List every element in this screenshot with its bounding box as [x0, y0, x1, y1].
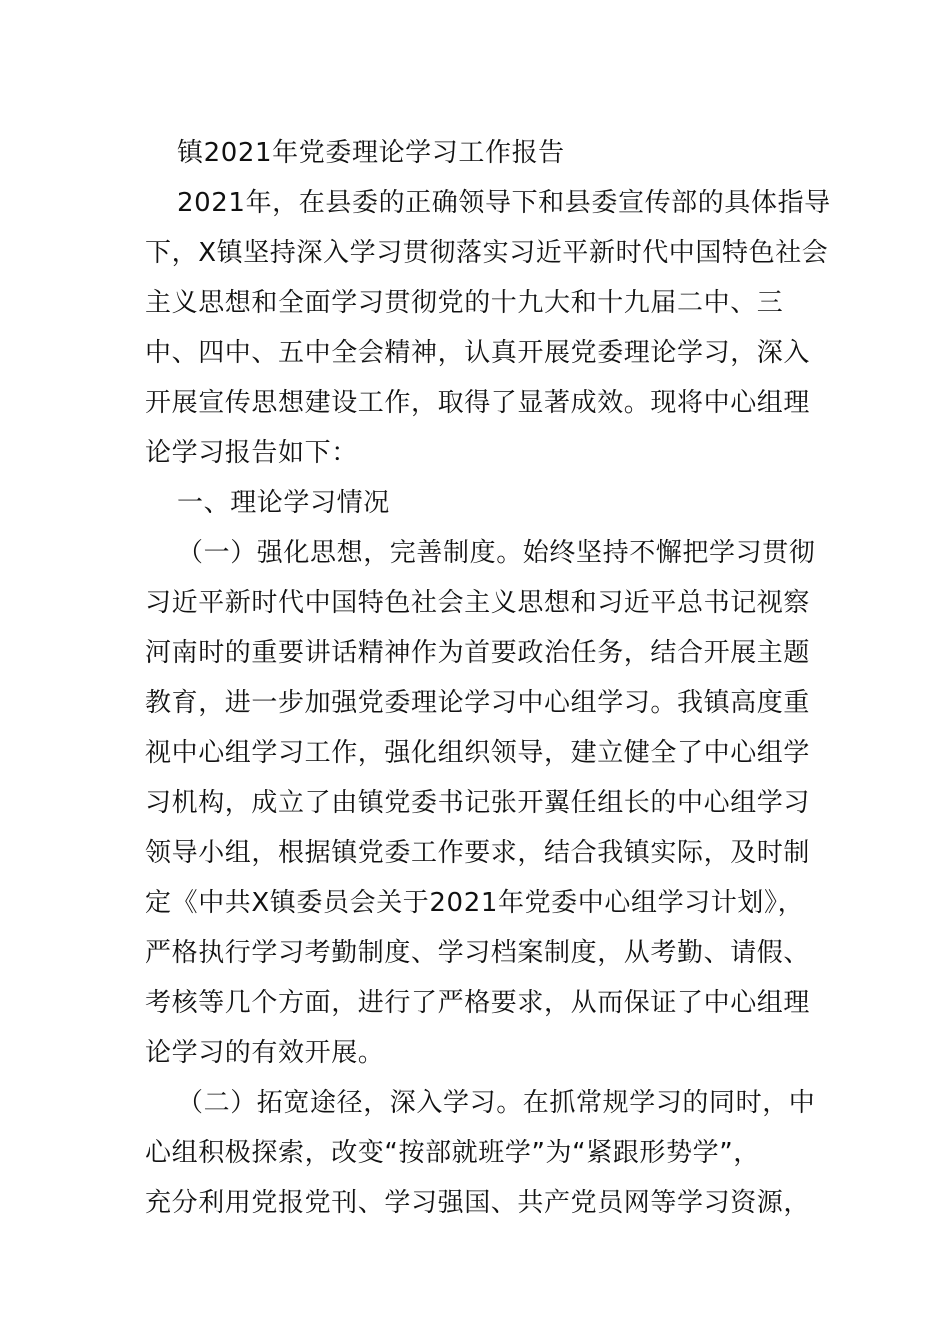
document-body — [145, 128, 831, 1228]
paragraph-line: 习近平新时代中国特色社会主义思想和习近平总书记视察 — [145, 588, 811, 618]
paragraph-line: 领导小组，根据镇党委工作要求，结合我镇实际，及时制 — [145, 838, 811, 868]
paragraph-line: （一）强化思想，完善制度。始终坚持不懈把学习贯彻 — [177, 538, 816, 568]
section-heading: 一、理论学习情况 — [177, 488, 390, 518]
paragraph-line: 主义思想和全面学习贯彻党的十九大和十九届二中、三 — [145, 288, 784, 318]
paragraph-line: 心组积极探索，改变“按部就班学”为“紧跟形势学”， — [145, 1138, 760, 1168]
paragraph-line: 充分利用党报党刊、学习强国、共产党员网等学习资源， — [145, 1188, 811, 1218]
paragraph-1 — [145, 178, 831, 478]
paragraph-line: 开展宣传思想建设工作，取得了显著成效。现将中心组理 — [145, 388, 811, 418]
paragraph-line: 教育，进一步加强党委理论学习中心组学习。我镇高度重 — [145, 688, 811, 718]
paragraph-line: 定《中共X镇委员会关于2021年党委中心组学习计划》， — [145, 888, 805, 918]
paragraph-line: 严格执行学习考勤制度、学习档案制度，从考勤、请假、 — [145, 938, 811, 968]
paragraph-line: 河南时的重要讲话精神作为首要政治任务，结合开展主题 — [145, 638, 811, 668]
paragraph-line: 考核等几个方面，进行了严格要求，从而保证了中心组理 — [145, 988, 811, 1018]
paragraph-line: 论学习的有效开展。 — [145, 1038, 385, 1068]
paragraph-line: 视中心组学习工作，强化组织领导，建立健全了中心组学 — [145, 738, 811, 768]
paragraph-3 — [145, 1078, 816, 1228]
paragraph-line: 下，X镇坚持深入学习贯彻落实习近平新时代中国特色社会 — [145, 238, 829, 268]
paragraph-line: （二）拓宽途径，深入学习。在抓常规学习的同时，中 — [177, 1088, 816, 1118]
document-title: 镇2021年党委理论学习工作报告 — [177, 138, 565, 168]
paragraph-2 — [145, 528, 816, 1078]
paragraph-line: 习机构，成立了由镇党委书记张开翼任组长的中心组学习 — [145, 788, 811, 818]
paragraph-line: 中、四中、五中全会精神，认真开展党委理论学习，深入 — [145, 338, 811, 368]
paragraph-line: 论学习报告如下： — [145, 438, 358, 468]
paragraph-line: 2021年，在县委的正确领导下和县委宣传部的具体指导 — [177, 188, 831, 218]
